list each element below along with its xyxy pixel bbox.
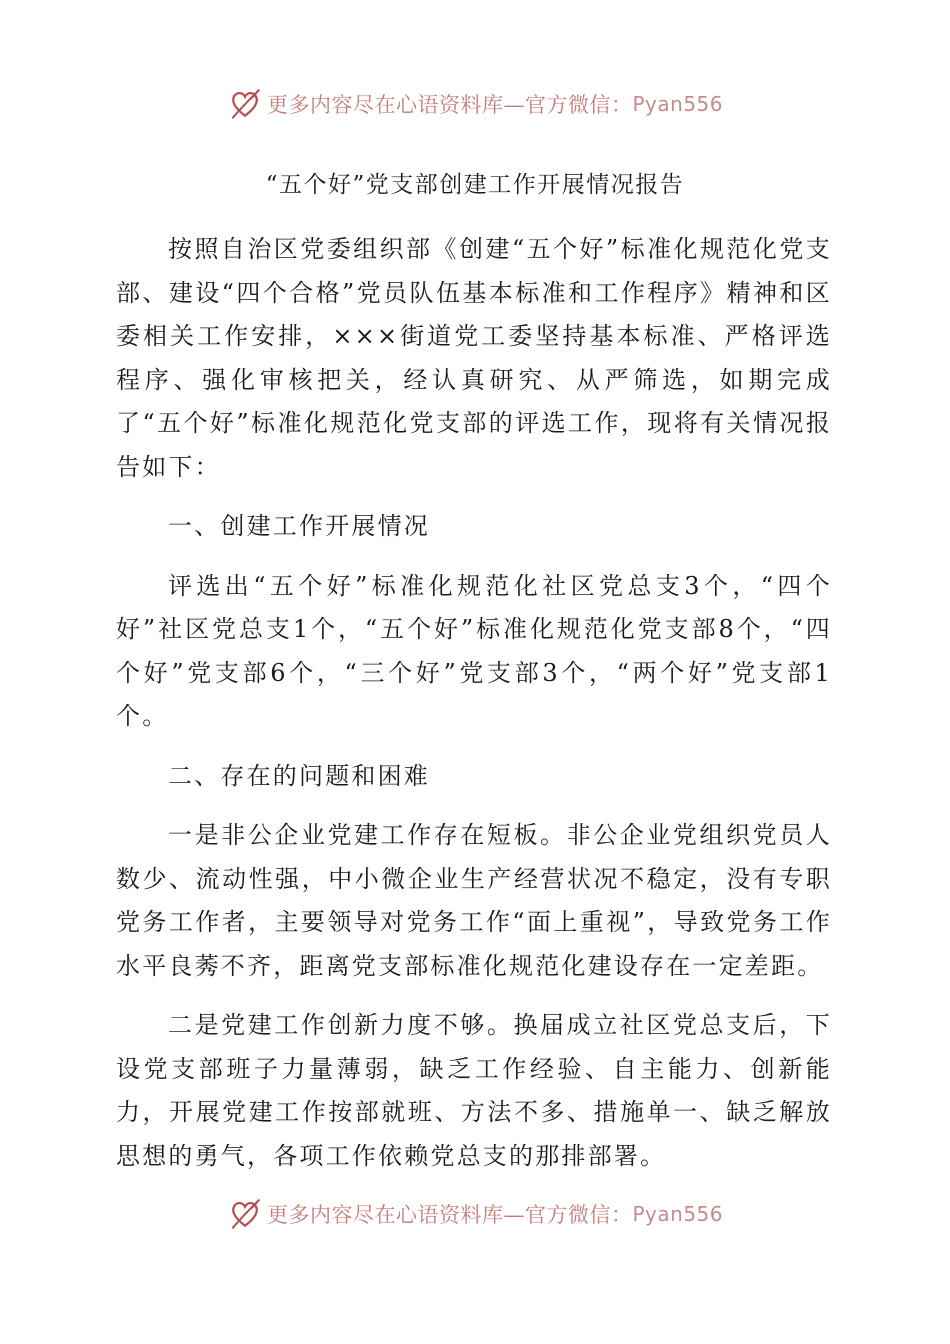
section-1-paragraph: 评选出“五个好”标准化规范化社区党总支3个，“四个好”社区党总支1个，“五个好”标准化规范化党支部8个，“四个好”党支部6个，“三个好”党支部3个，“两个好”党支部1个。: [116, 571, 832, 730]
watermark-wechat-id: Pyan556: [632, 92, 723, 116]
watermark-footer: [0, 1194, 950, 1234]
document-body: [116, 228, 832, 1194]
watermark-text: 更多内容尽在心语资料库—官方微信：: [266, 93, 633, 117]
problem-2-paragraph: 二是党建工作创新力度不够。换届成立社区党总支后，下设党支部班子力量薄弱，缺乏工作经验、自主能力、创新能力，开展党建工作按部就班、方法不多、措施单一、缺乏解放思想的勇气，各项工作依赖党总支的那排部署。: [116, 1011, 832, 1170]
section-heading-1: 一、创建工作开展情况: [168, 512, 430, 540]
section-heading-2: 二、存在的问题和困难: [168, 761, 430, 790]
watermark-wechat-id: Pyan556: [632, 1202, 723, 1226]
intro-paragraph: 按照自治区党委组织部《创建“五个好”标准化规范化党支部、建设“四个合格”党员队伍基本标准和工作程序》精神和区委相关工作安排，×××街道党工委坚持基本标准、严格评选程序、强化审核把关，经认真研究、从严筛选，如期完成了“五个好”标准化规范化党支部的评选工作，现将有关情况报告如下：: [116, 235, 832, 481]
problem-1-paragraph: 一是非公企业党建工作存在短板。非公企业党组织党员人数少、流动性强，中小微企业生产经营状况不稳定，没有专职党务工作者，主要领导对党务工作“面上重视”，导致党务工作水平良莠不齐，距离党支部标准化规范化建设存在一定差距。: [116, 821, 832, 980]
document-title: “五个好”党支部创建工作开展情况报告: [265, 172, 685, 198]
watermark-text: 更多内容尽在心语资料库—官方微信：: [266, 1203, 633, 1227]
quill-heart-logo-icon: [227, 1196, 263, 1232]
quill-heart-logo-icon: [227, 86, 263, 122]
watermark-header: [0, 84, 950, 124]
